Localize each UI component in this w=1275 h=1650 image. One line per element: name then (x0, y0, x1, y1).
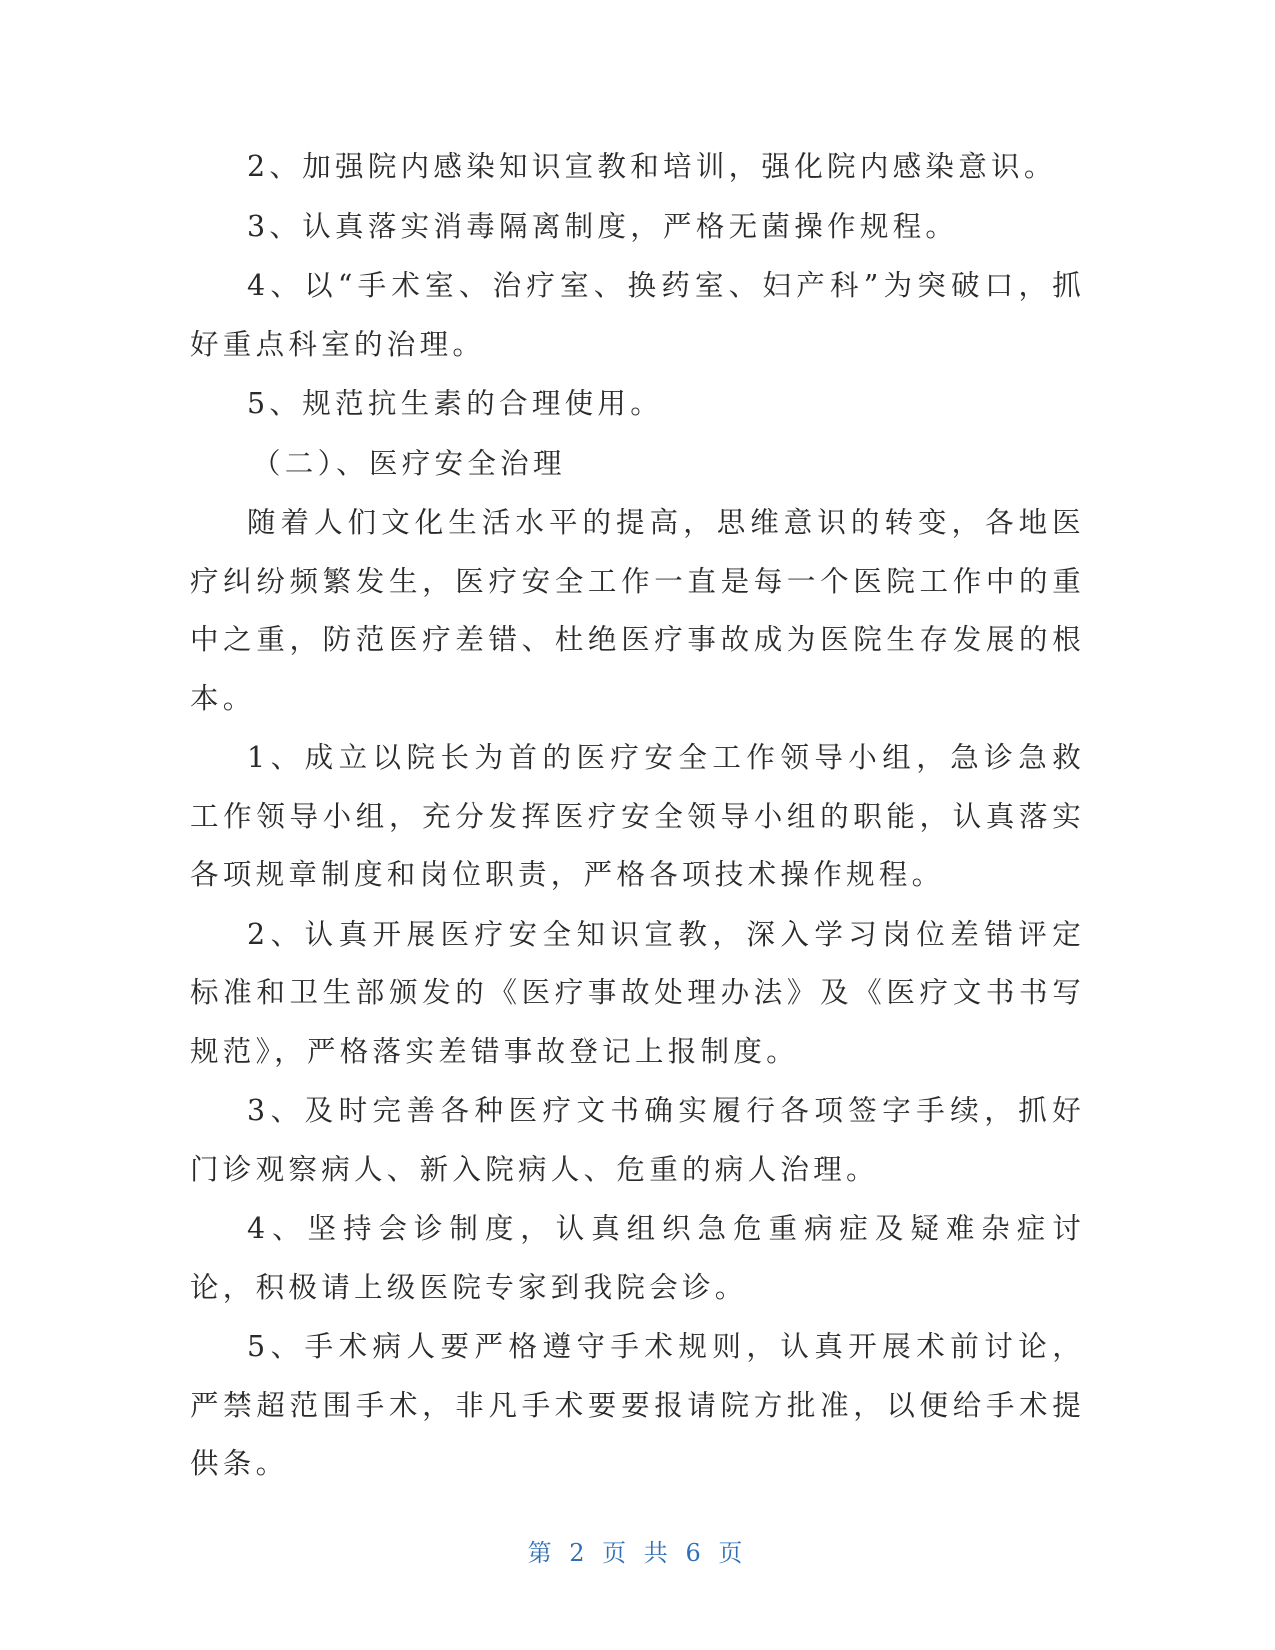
document-body (190, 138, 1085, 1495)
list-item: 5、手术病人要严格遵守手术规则，认真开展术前讨论，严禁超范围手术，非凡手术要要报请院方批准，以便给手术提供条。 (190, 1330, 1085, 1480)
list-item: 5、规范抗生素的合理使用。 (247, 387, 664, 420)
section-heading: （二）、医疗安全治理 (252, 446, 566, 480)
list-item: 4、坚持会诊制度，认真组织急危重病症及疑难杂症讨论，积极请上级医院专家到我院会诊。 (190, 1212, 1085, 1304)
page-number-footer: 第 2 页 共 6 页 (527, 1539, 748, 1567)
list-item: 2、认真开展医疗安全知识宣教，深入学习岗位差错评定标准和卫生部颁发的《医疗事故处理办法》及《医疗文书书写规范》，严格落实差错事故登记上报制度。 (190, 917, 1085, 1068)
list-item: 3、及时完善各种医疗文书确实履行各项签字手续，抓好门诊观察病人、新入院病人、危重的病人治理。 (190, 1094, 1085, 1186)
list-item: 3、认真落实消毒隔离制度，严格无菌操作规程。 (247, 209, 959, 243)
list-item: 1、成立以院长为首的医疗安全工作领导小组，急诊急救工作领导小组，充分发挥医疗安全领导小组的职能，认真落实各项规章制度和岗位职责，严格各项技术操作规程。 (190, 741, 1085, 891)
list-item: 4、以“手术室、治疗室、换药室、妇产科”为突破口，抓好重点科室的治理。 (190, 269, 1085, 361)
body-paragraph: 随着人们文化生活水平的提高，思维意识的转变，各地医疗纠纷频繁发生，医疗安全工作一直是每一个医院工作中的重中之重，防范医疗差错、杜绝医疗事故成为医院生存发展的根本。 (190, 506, 1085, 715)
list-item: 2、加强院内感染知识宣教和培训，强化院内感染意识。 (247, 150, 1057, 183)
